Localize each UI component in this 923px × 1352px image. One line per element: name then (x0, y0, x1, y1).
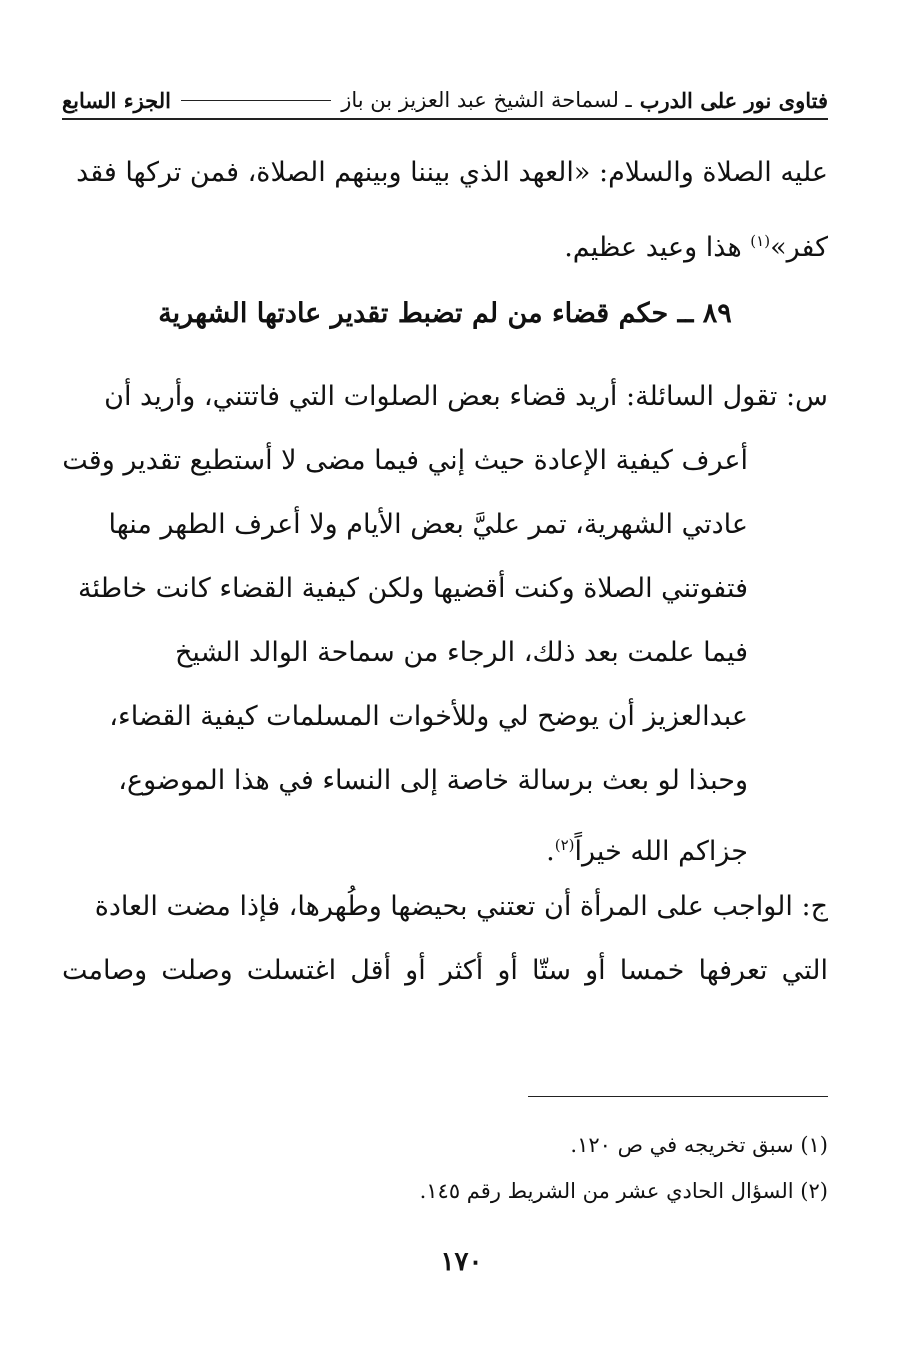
answer-line: التي تعرفها خمسا أو ستّا أو أكثر أو أقل اغتسلت وصلت وصامت (62, 955, 828, 986)
question-continuation (62, 438, 748, 886)
question-closing: جزاكم الله خيراً (574, 836, 748, 867)
author-line: ـ لسماحة الشيخ عبد العزيز بن باز (341, 88, 632, 112)
page-number: ١٧٠ (440, 1247, 483, 1277)
intro-line-2-start: كفر» (770, 232, 828, 263)
running-header (62, 82, 828, 120)
intro-line-2 (62, 218, 828, 264)
footnote-2: (٢) السؤال الحادي عشر من الشريط رقم ١٤٥. (419, 1179, 828, 1203)
footnote-ref-2: (٢) (554, 836, 575, 854)
question-line: وحبذا لو بعث برسالة خاصة إلى النساء في هذا الموضوع، (118, 765, 748, 796)
question-line: فتفوتني الصلاة وكنت أقضيها ولكن كيفية القضاء كانت خاطئة (78, 573, 748, 604)
answer-paragraph (62, 884, 828, 1012)
header-rule (181, 100, 331, 101)
volume-label: الجزء السابع (62, 87, 171, 113)
footnotes (62, 1122, 828, 1214)
section-heading: ٨٩ ــ حكم قضاء من لم تضبط تقدير عادتها الشهرية (158, 298, 732, 329)
intro-paragraph (62, 150, 828, 264)
book-title: فتاوى نور على الدرب (639, 87, 828, 113)
question-line: فيما علمت بعد ذلك، الرجاء من سماحة الوالد الشيخ (175, 637, 748, 668)
question-line: عادتي الشهرية، تمر عليَّ بعض الأيام ولا أعرف الطهر منها (108, 509, 748, 540)
answer-line: ج: الواجب على المرأة أن تعتني بحيضها وطُهرها، فإذا مضت العادة (94, 891, 828, 922)
footnote-1: (١) سبق تخريجه في ص ١٢٠. (570, 1133, 828, 1157)
question-last-line (62, 822, 748, 886)
question-line: عبدالعزيز أن يوضح لي وللأخوات المسلمات كيفية القضاء، (109, 701, 748, 732)
question-paragraph (62, 374, 828, 886)
question-end-mark: . (546, 836, 555, 867)
intro-line-1: عليه الصلاة والسلام: «العهد الذي بيننا وبينهم الصلاة، فمن تركها فقد (76, 157, 828, 188)
footnote-ref-1: (١) (750, 232, 771, 250)
question-line: س: تقول السائلة: أريد قضاء بعض الصلوات التي فاتتني، وأريد أن (104, 381, 828, 412)
footnote-separator (528, 1096, 828, 1097)
intro-line-2-end: هذا وعيد عظيم. (564, 232, 751, 263)
question-line: أعرف كيفية الإعادة حيث إني فيما مضى لا أستطيع تقدير وقت (62, 445, 748, 476)
